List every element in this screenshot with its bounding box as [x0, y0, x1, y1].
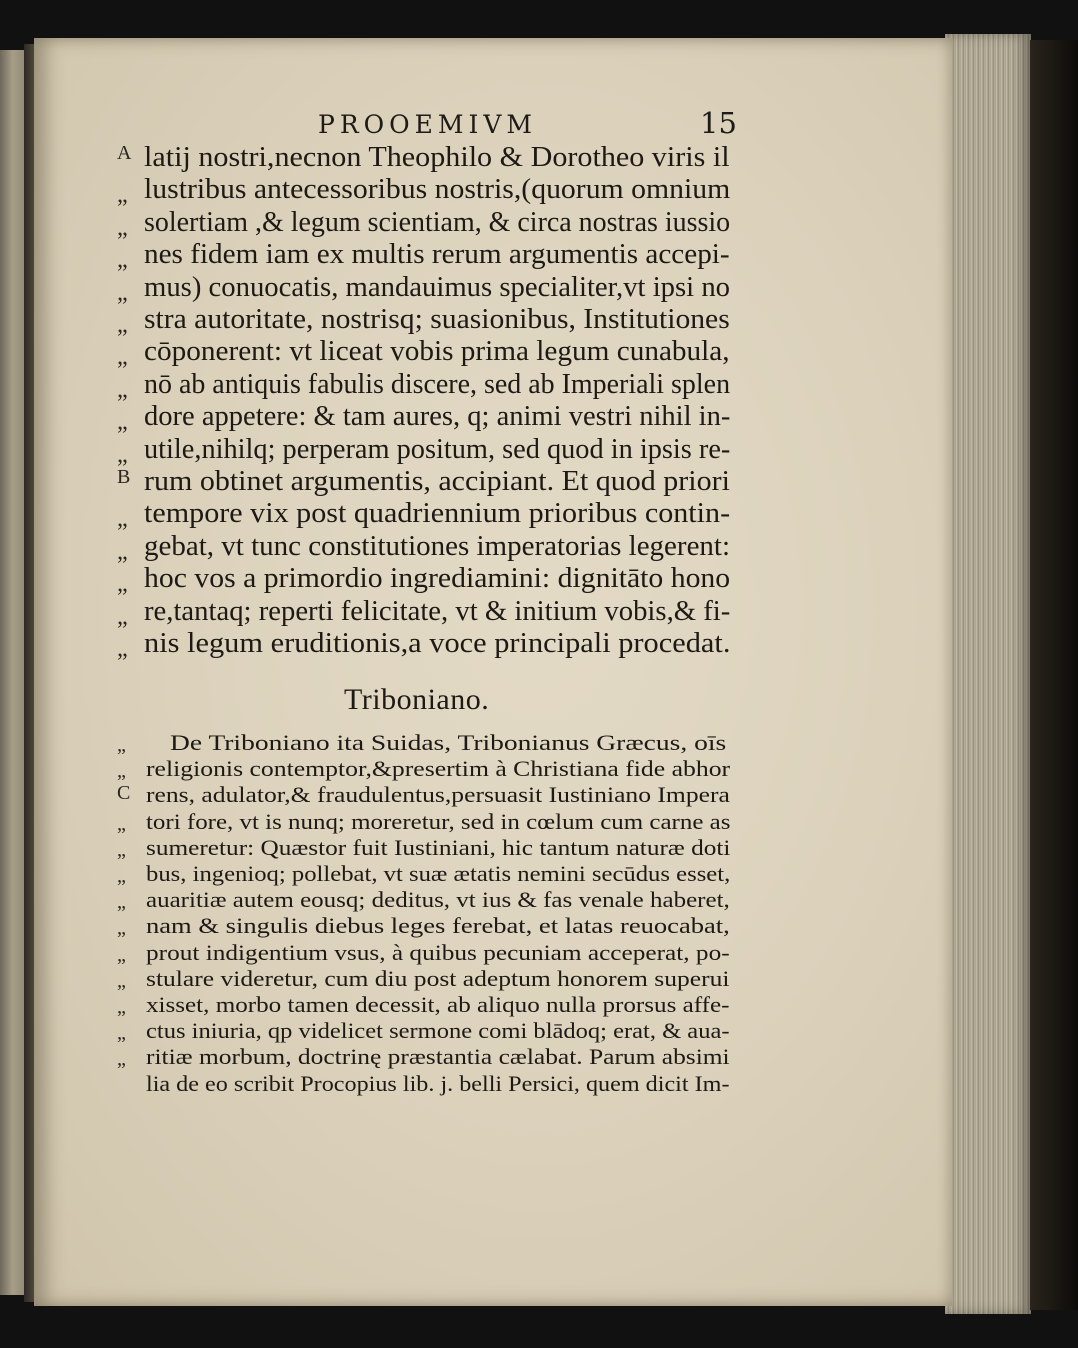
margin-mark: „ — [117, 409, 128, 436]
margin-mark: „ — [117, 1048, 126, 1071]
text-line: auaritiæ autem eousq; deditus, vt ius & fas venale haberet, — [146, 887, 730, 913]
text-line: gebat, vt tunc constitutiones imperatorias legerent: — [144, 530, 731, 562]
margin-mark: „ — [117, 376, 128, 403]
book-cover-edge — [1030, 40, 1078, 1310]
margin-mark: C — [117, 782, 131, 805]
margin-mark: „ — [117, 538, 128, 565]
text-line: cōponerent: vt liceat vobis prima legum cunabula, — [144, 336, 730, 368]
text-line: mus) conuocatis, mandauimus specialiter,vt ipsi no — [144, 271, 731, 303]
margin-mark: „ — [117, 969, 126, 992]
text-line: tempore vix post quadriennium prioribus contin- — [144, 498, 731, 530]
page-block-edge — [945, 34, 1031, 1314]
margin-mark: „ — [117, 760, 126, 783]
margin-mark: B — [117, 466, 131, 488]
text-line: solertiam ,& legum scientiam, & circa nostras iussio — [144, 206, 731, 238]
text-line: De Triboniano ita Suidas, Tribonianus Græcus, oīs — [170, 730, 727, 755]
text-line: rum obtinet argumentis, accipiant. Et quod priori — [144, 466, 730, 497]
margin-mark: „ — [117, 996, 126, 1018]
margin-mark: „ — [117, 506, 128, 533]
text-line: ctus iniuria, qp videlicet sermone comi blādoq; erat, & aua- — [146, 1018, 730, 1044]
margin-mark: „ — [117, 917, 126, 940]
text-line: nam & singulis diebus leges ferebat, et latas reuocabat, — [146, 913, 730, 939]
text-line: lustribus antecessoribus nostris,(quorum omnium — [144, 174, 731, 206]
text-line: rens, adulator,& fraudulentus,persuasit Iustiniano Impera — [146, 782, 730, 808]
margin-mark: „ — [117, 943, 126, 966]
text-line: latij nostri,necnon Theophilo & Dorotheo viris il — [144, 142, 730, 173]
margin-mark: „ — [117, 603, 128, 630]
text-line: stra autoritate, nostrisq; suasionibus, Institutiones — [144, 304, 730, 335]
margin-mark: „ — [117, 734, 126, 756]
text-line: ritiæ morbum, doctrinę præstantia cælabat. Parum absimi — [146, 1044, 730, 1070]
text-line: religionis contemptor,&presertim à Christiana fide abhor — [146, 756, 731, 782]
text-line: stulare videretur, cum diu post adeptum honorem superui — [146, 965, 730, 991]
text-line: bus, ingenioq; pollebat, vt suæ ætatis nemini secūdus esset, — [146, 861, 731, 886]
text-line: xisset, morbo tamen decessit, ab aliquo nulla prorsus affe- — [146, 992, 730, 1017]
section-heading: Triboniano. — [344, 683, 490, 716]
margin-mark: „ — [117, 636, 128, 662]
margin-mark: „ — [117, 812, 126, 835]
margin-mark: „ — [117, 247, 128, 274]
margin-mark: „ — [117, 441, 128, 468]
text-line: lia de eo scribit Procopius lib. j. belli Persici, quem dicit Im- — [146, 1070, 730, 1096]
text-line: prout indigentium vsus, à quibus pecuniam acceperat, po- — [146, 939, 730, 965]
margin-mark: „ — [117, 838, 126, 861]
margin-mark: A — [117, 142, 132, 164]
margin-mark: „ — [117, 312, 128, 338]
text-line: utile,nihilq; perperam positum, sed quod in ipsis re- — [144, 433, 731, 465]
text-line: tori fore, vt is nunq; moreretur, sed in cœlum cum carne as — [146, 808, 731, 834]
margin-mark: „ — [117, 344, 128, 371]
text-line: nō ab antiquis fabulis discere, sed ab Imperiali splen — [144, 368, 731, 400]
text-line: nis legum eruditionis,a voce principali procedat. — [144, 628, 731, 659]
margin-mark: „ — [117, 571, 128, 598]
margin-mark: „ — [117, 1022, 126, 1045]
text-line: dore appetere: & tam aures, q; animi vestri nihil in- — [144, 401, 731, 433]
text-line: sumeretur: Quæstor fuit Iustiniani, hic tantum naturæ doti — [146, 834, 731, 860]
text-line: re,tantaq; reperti felicitate, vt & initium vobis,& fi- — [144, 595, 731, 627]
margin-mark: „ — [117, 182, 128, 209]
margin-mark: „ — [117, 214, 128, 241]
text-line: hoc vos a primordio ingrediamini: dignitāto hono — [144, 563, 731, 595]
running-head: PROOEMIVM — [318, 110, 538, 139]
margin-mark: „ — [117, 891, 126, 914]
text-line: nes fidem iam ex multis rerum argumentis accepi- — [144, 239, 730, 271]
margin-mark: „ — [117, 279, 128, 306]
margin-mark: „ — [117, 865, 126, 887]
page-number: 15 — [700, 106, 737, 140]
